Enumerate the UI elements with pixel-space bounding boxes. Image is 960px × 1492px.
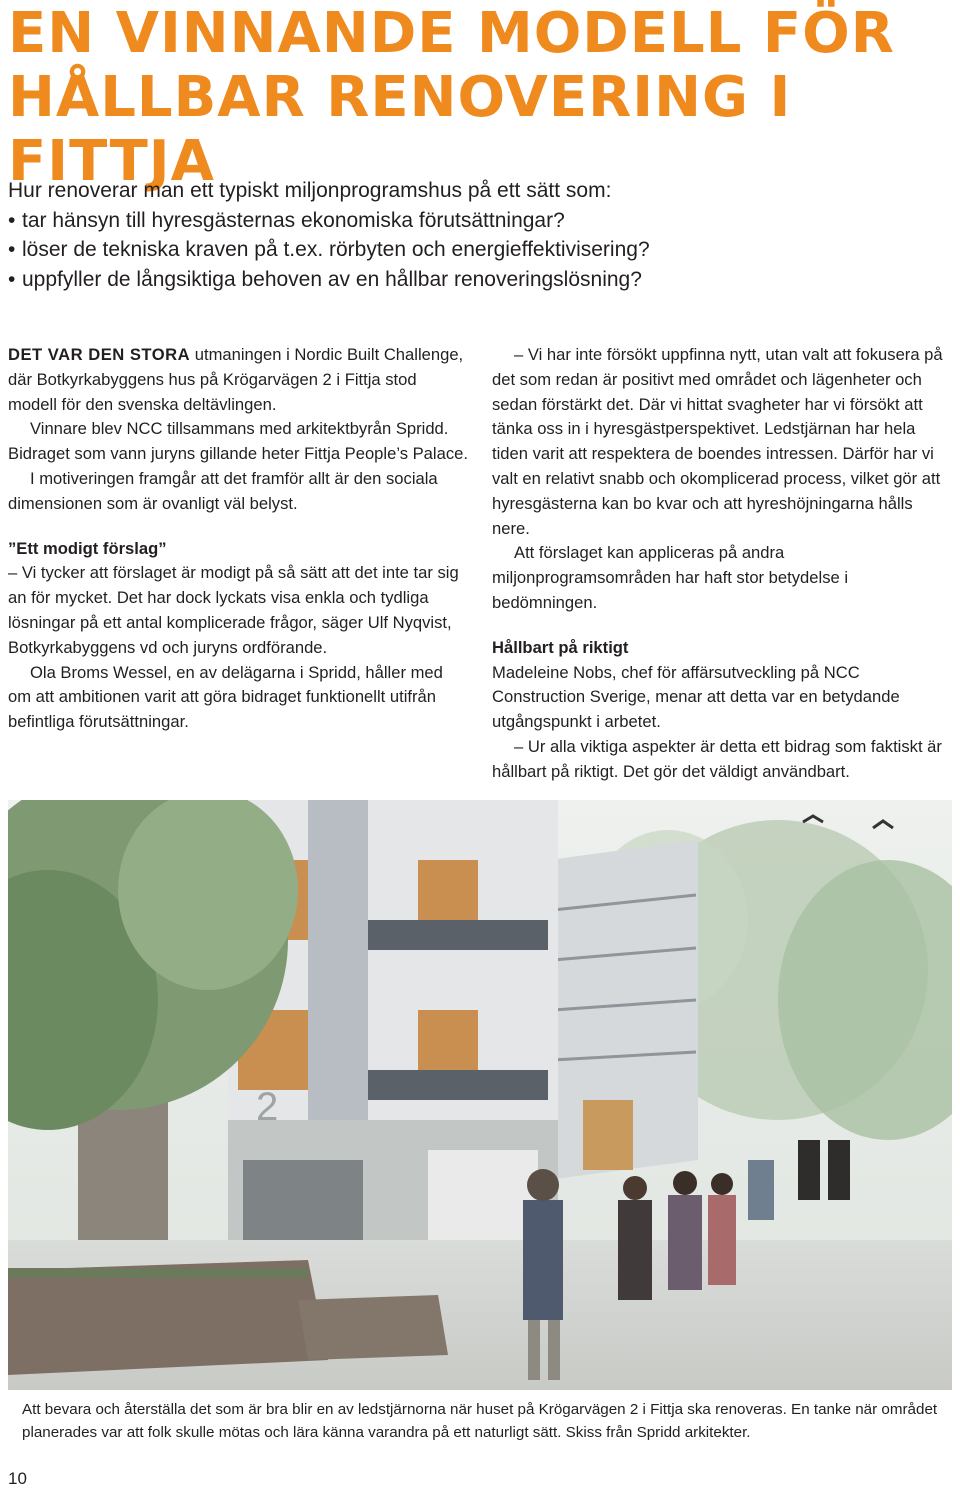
architectural-rendering	[8, 800, 952, 1390]
body-paragraph: I motiveringen framgår att det framför allt är den sociala dimensionen som är ovanligt väl belyst.	[8, 468, 438, 513]
body-paragraph: – Vi tycker att förslaget är modigt på så sätt att det inte tar sig an för mycket. Det har dock lyckats visa enkla och tydliga lösningar på ett antal komplicerade frågor, säger Ulf Nyqvist, Botkyrkabyggens vd och juryns ordförande.	[8, 563, 459, 657]
body-paragraph: Vinnare blev NCC tillsammans med arkitektbyrån Spridd. Bidraget som vann juryns gillande heter Fittja People’s Palace.	[8, 419, 468, 464]
body-paragraph: – Ur alla viktiga aspekter är detta ett bidrag som faktiskt är hållbart på riktigt. Det gör det väldigt användbart.	[492, 736, 942, 781]
building-number: 2	[256, 1085, 279, 1129]
title-line-2: HÅLLBAR RENOVERING I FITTJA	[8, 65, 792, 194]
lead-paragraph-text: utmaningen i Nordic Built Challenge, där Botkyrkabyggens hus på Krögarvägen 2 i Fittja stod modell för den svenska deltävlingen.	[8, 345, 464, 414]
body-paragraph: – Vi har inte försökt uppfinna nytt, utan valt att fokusera på det som redan är positivt med området och lägenheter och sedan förstärkt det. Där vi hittat svagheter har vi försökt att tänka oss in i hyresgästperspektivet. Ledstjärnan har hela tiden varit att respektera de boendes intressen. Därför har vi valt en relativt snabb och okomplicerad process, vilket gör att hyresgästerna kan bo kvar och att hyreshöjningarna hålls nere.	[492, 345, 943, 538]
photo-caption: Att bevara och återställa det som är bra blir en av ledstjärnorna när huset på Krögarvägen 2 i Fittja ska renoveras. En tanke när området planerades var att folk skulle mötas och lära känna varandra på ett naturligt sätt. Skiss från Spridd arkitekter.	[8, 1390, 952, 1454]
left-column	[8, 343, 470, 735]
body-paragraph	[8, 343, 470, 417]
title-line-1: EN VINNANDE MODELL FÖR	[8, 1, 895, 66]
subheading: ”Ett modigt förslag”	[8, 538, 167, 558]
right-column	[492, 343, 952, 785]
body-paragraph: Att förslaget kan appliceras på andra miljonprogramsområden har haft stor betydelse i bedömningen.	[492, 543, 849, 612]
intro-bullet: • uppfyller de långsiktiga behoven av en hållbar renoveringslösning?	[8, 265, 908, 295]
body-paragraph: Madeleine Nobs, chef för affärsutveckling på NCC Construction Sverige, menar att detta var en betydande utgångspunkt i arbetet.	[492, 662, 900, 732]
body-paragraph: Ola Broms Wessel, en av delägarna i Spridd, håller med om att ambitionen varit att göra bidraget funktionellt utifrån befintliga förutsättningar.	[8, 662, 443, 732]
lead-in: DET VAR DEN STORA	[8, 345, 191, 364]
intro-bullet: • löser de tekniska kraven på t.ex. rörbyten och energieffektivisering?	[8, 235, 908, 265]
subheading: Hållbart på riktigt	[492, 637, 629, 657]
intro-bullet: • tar hänsyn till hyresgästernas ekonomiska förutsättningar?	[8, 206, 908, 236]
page-number: 10	[8, 1469, 27, 1488]
article-title	[8, 2, 960, 194]
rendering-illustration	[8, 800, 952, 1390]
intro-question: Hur renoverar man ett typiskt miljonprogramshus på ett sätt som:	[8, 179, 612, 202]
intro-questions	[8, 176, 908, 294]
